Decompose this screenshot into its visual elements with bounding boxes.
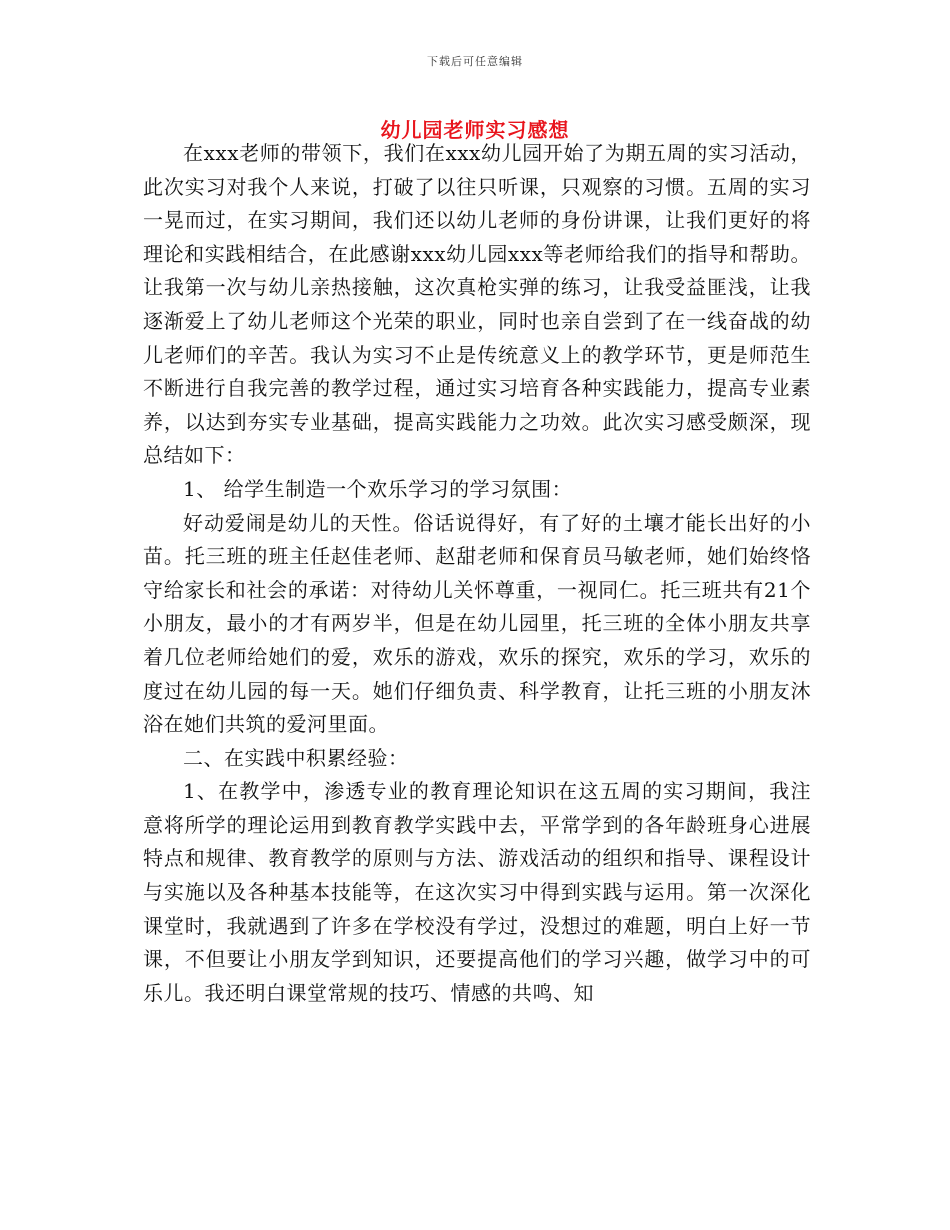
document-title: 幼儿园老师实习感想 <box>380 118 570 142</box>
page-header-note: 下载后可任意编辑 <box>427 55 523 68</box>
paragraph-atmosphere: 好动爱闹是幼儿的天性。俗话说得好，有了好的土壤才能长出好的小苗。托三班的班主任赵佳老师、赵甜老师和保育员马敏老师，她们始终恪守给家长和社会的承诺：对待幼儿关怀尊重，一视同仁。托三班共有21个小朋友，最小的才有两岁半，但是在幼儿园里，托三班的全体小朋友共享着几位老师给她们的爱，欢乐的游戏，欢乐的探究，欢乐的学习，欢乐的度过在幼儿园的每一天。她们仔细负责、科学教育，让托三班的小朋友沐浴在她们共筑的爱河里面。 <box>143 510 811 737</box>
document-body <box>143 137 811 1010</box>
section-heading-2: 二、在实践中积累经验： <box>183 745 409 770</box>
paragraph-intro: 在xxx老师的带领下，我们在xxx幼儿园开始了为期五周的实习活动，此次实习对我个人来说，打破了以往只听课，只观察的习惯。五周的实习一晃而过，在实习期间，我们还以幼儿老师的身份讲课，让我们更好的将理论和实践相结合，在此感谢xxx幼儿园xxx等老师给我们的指导和帮助。让我第一次与幼儿亲热接触，这次真枪实弹的练习，让我受益匪浅，让我逐渐爱上了幼儿老师这个光荣的职业，同时也亲自尝到了在一线奋战的幼儿老师们的辛苦。我认为实习不止是传统意义上的教学环节，更是师范生不断进行自我完善的教学过程，通过实习培育各种实践能力，提高专业素养，以达到夯实专业基础，提高实践能力之功效。此次实习感受颇深，现总结如下： <box>143 141 811 468</box>
paragraph-teaching: 1、在教学中，渗透专业的教育理论知识在这五周的实习期间，我注意将所学的理论运用到教育教学实践中去，平常学到的各年龄班身心进展特点和规律、教育教学的原则与方法、游戏活动的组织和指导、课程设计与实施以及各种基本技能等，在这次实习中得到实践与运用。第一次深化课堂时，我就遇到了许多在学校没有学过，没想过的难题，明白上好一节课，不但要让小朋友学到知识，还要提高他们的学习兴趣，做学习中的可乐儿。我还明白课堂常规的技巧、情感的共鸣、知 <box>143 779 811 1005</box>
section-heading-1: 1、 给学生制造一个欢乐学习的学习氛围： <box>183 476 573 501</box>
